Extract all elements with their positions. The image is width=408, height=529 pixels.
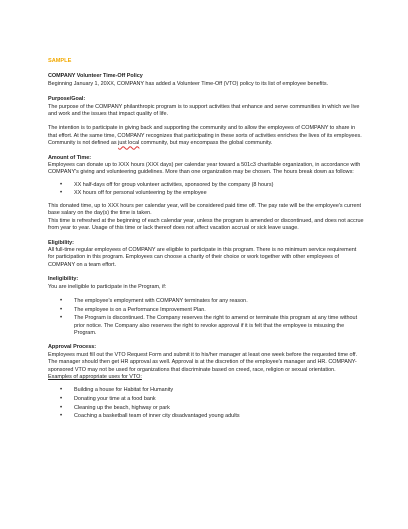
amount-list: [48, 182, 364, 198]
purpose-paragraph-2: [48, 125, 364, 147]
list-item: • Donating your time at a food bank: [48, 396, 364, 403]
amount-paragraph-1: Employees can donate up to XXX hours (XXX days) per calendar year toward a 501c3 charitable organization, in accordance with COMPANY's giving and volunteering guidelines. More than one organization may be chosen. The hours break down as follows:: [48, 162, 361, 176]
document-title: COMPANY Volunteer Time-Off Policy: [48, 73, 143, 80]
purpose-heading: Purpose/Goal:: [48, 96, 86, 103]
purpose-text-c: community, but may encompass the global community.: [139, 140, 273, 147]
list-item: • XX half-days off for group volunteer activities, sponsored by the company (8 hours): [48, 182, 364, 189]
list-item: • The employee is on a Performance Improvement Plan.: [48, 307, 364, 314]
examples-list: [48, 387, 364, 420]
eligibility-paragraph: All full-time regular employees of COMPANY are eligible to participate in this program. There is no minimum service requirement for participation in this program. Employees can choose a charity of their choice or work together with other employees of COMPANY on a team effort.: [48, 246, 357, 268]
misspelled-phrase: just local: [118, 140, 140, 147]
examples-heading: Examples of appropriate uses for VTO:: [48, 373, 142, 380]
eligibility-heading: Eligibility:: [48, 239, 74, 246]
amount-heading: Amount of Time:: [48, 154, 92, 161]
approval-paragraph: Employees must fill out the VTO Request Form and submit it to his/her manager at least one week before the requested time off. The manager should then get HR approval as well. Approval is at the discretion of the employee's manager and HR. COMPANY-sponsored VTO may not be used for organizations that discriminate based on creed, race, religion or sexual orientation.: [48, 351, 357, 373]
ineligibility-heading: Ineligibility:: [48, 276, 79, 283]
approval-heading: Approval Process:: [48, 344, 97, 351]
list-item: • XX hours off for personal volunteering by the employee: [48, 190, 364, 197]
purpose-text-a: The intention is to participate in giving back and supporting the community and to allow the employees of COMPANY to share in that effort. At the same time, COMPANY recognizes that participating in these sorts of activities enriches the lives of its employees. Community is not defined as: [48, 125, 362, 147]
list-item: • Cleaning up the beach, highway or park: [48, 405, 364, 412]
ineligibility-list: [48, 298, 364, 337]
list-item: • Coaching a basketball team of inner city disadvantaged young adults: [48, 413, 364, 420]
list-item: • Building a house for Habitat for Humanity: [48, 387, 364, 394]
amount-paragraph-2: This donated time, up to XXX hours per calendar year, will be considered paid time off. The pay rate will be the employee's current base salary on the day(s) the time is taken.: [48, 202, 362, 217]
sample-label: SAMPLE: [48, 58, 72, 64]
intro-paragraph: Beginning January 1, 20XX, COMPANY has added a Volunteer Time-Off (VTO) policy to its list of employee benefits.: [48, 80, 329, 87]
purpose-paragraph-1: The purpose of the COMPANY philanthropic program is to support activities that enhance and serve communities in which we live and work and the issues that impact quality of life.: [48, 103, 360, 118]
list-item: • The employee's employment with COMPANY terminates for any reason.: [48, 298, 364, 305]
amount-paragraph-3: This time is refreshed at the beginning of each calendar year, unless the program is amended or discontinued, and does not accrue from year to year. Usage of this time or lack thereof does not affect vacation accrual or sick leave usage.: [48, 217, 364, 232]
list-item: • The Program is discontinued. The Company reserves the right to amend or terminate this program at any time without prior notice. The Company also reserves the right to revoke approval if it is felt that the employee is misusing the Program.: [48, 315, 364, 337]
ineligibility-paragraph: You are ineligible to participate in the Program, if:: [48, 283, 167, 290]
